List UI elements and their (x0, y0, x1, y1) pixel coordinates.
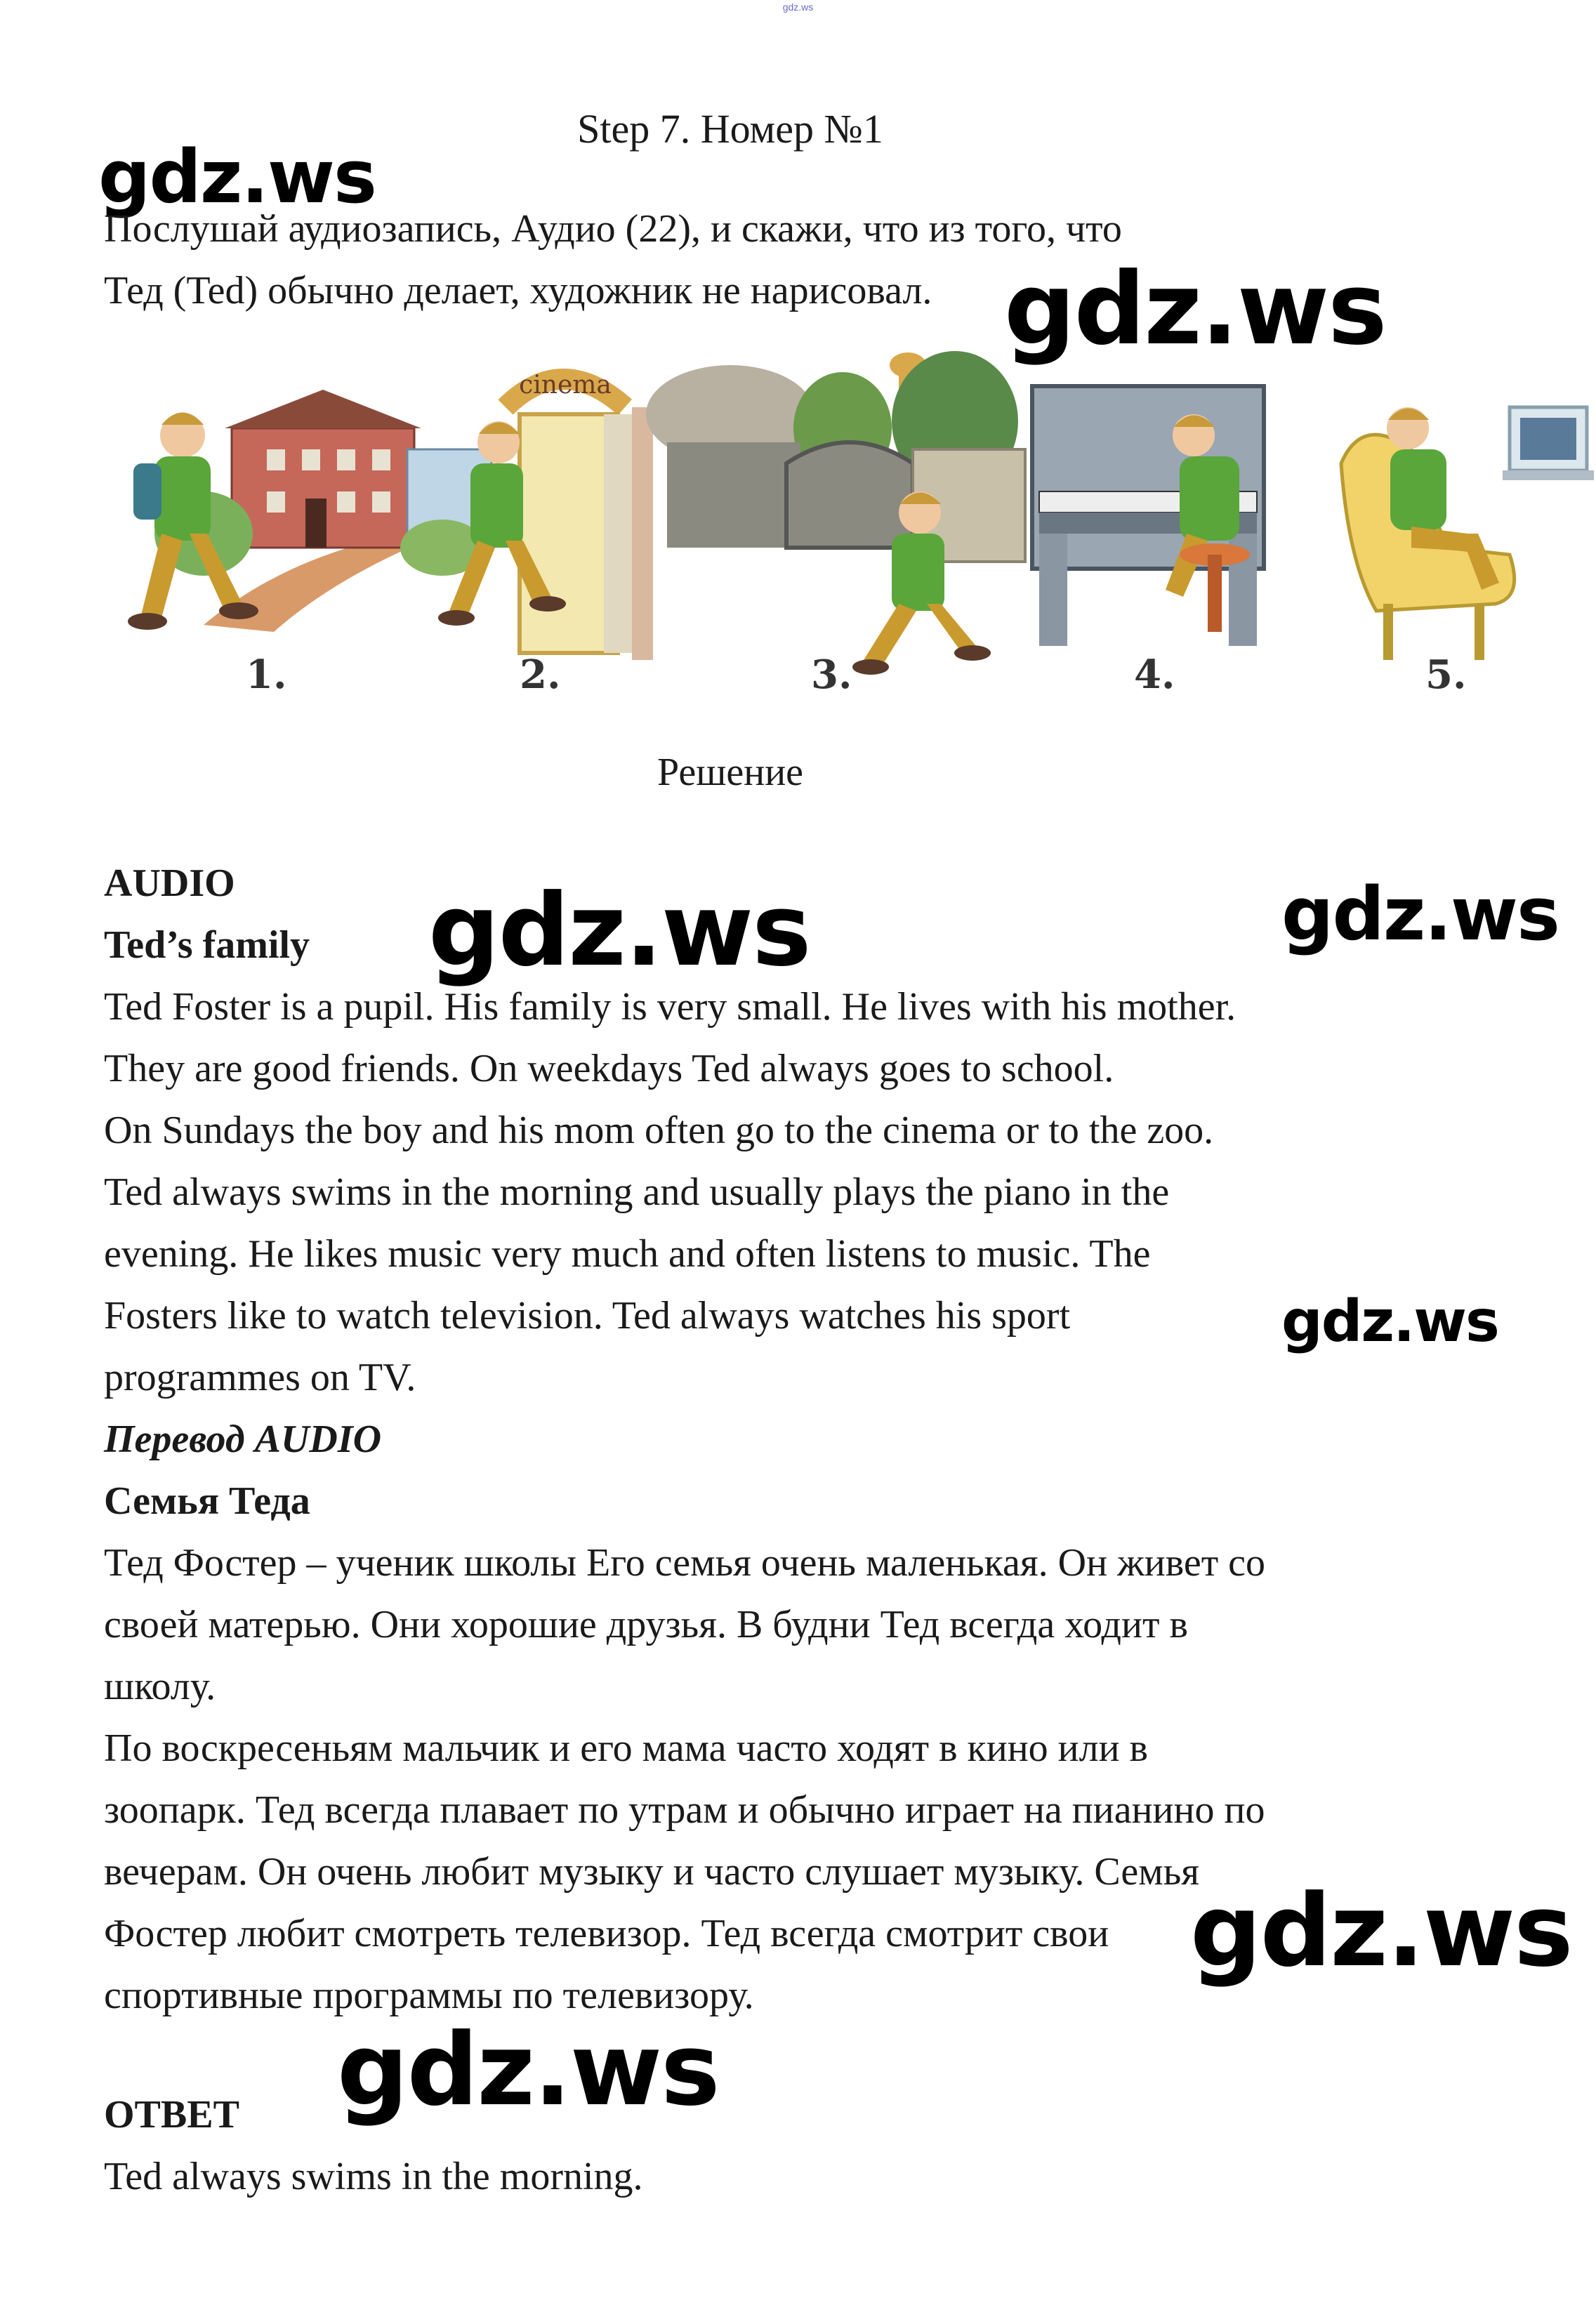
translation-heading: Перевод AUDIO (104, 1418, 382, 1461)
translation-line: своей матерью. Они хорошие друзья. В будни Тед всегда ходит в (104, 1603, 1188, 1646)
translation-title: Семья Теда (104, 1479, 310, 1523)
zoo-scene (646, 351, 1025, 675)
watermark: gdz.ws (1004, 251, 1386, 367)
audio-line: They are good friends. On weekdays Ted always goes to school. (104, 1047, 1114, 1090)
activity-illustration (112, 323, 1594, 716)
translation-line: По воскресеньям мальчик и его мама часто ходят в кино или в (104, 1726, 1148, 1770)
page-title: Step 7. Номер №1 (577, 106, 883, 152)
piano-scene (1032, 386, 1264, 646)
cinema-sign: cinema (519, 371, 612, 399)
audio-line: On Sundays the boy and his mom often go to the cinema or to the zoo. (104, 1109, 1214, 1152)
illustration-svg (112, 323, 1594, 716)
translation-line: вечерам. Он очень любит музыку и часто слушает музыку. Семья (104, 1850, 1199, 1894)
answer-heading: ОТВЕТ (104, 2093, 239, 2136)
translation-line: спортивные программы по телевизору. (104, 1974, 754, 2017)
translation-line: школу. (104, 1665, 216, 1708)
task-line: Тед (Ted) обычно делает, художник не нарисовал. (104, 269, 932, 312)
watermark: gdz.ws (1190, 1873, 1572, 1989)
translation-line: Фостер любит смотреть телевизор. Тед всегда смотрит свои (104, 1912, 1109, 1955)
audio-line: Fosters like to watch television. Ted always watches his sport (104, 1294, 1071, 1338)
audio-title: Ted’s family (104, 923, 310, 967)
tv-scene (1341, 407, 1594, 660)
translation-line: зоопарк. Тед всегда плавает по утрам и обычно играет на пианино по (104, 1788, 1265, 1832)
watermark: gdz.ws (1281, 871, 1559, 957)
site-mark: gdz.ws (782, 1, 814, 13)
figure-label-5: 5. (1425, 652, 1467, 698)
answer-text: Ted always swims in the morning. (104, 2155, 643, 2198)
solution-heading: Решение (657, 751, 804, 794)
figure-label-2: 2. (520, 652, 561, 698)
audio-line: evening. He likes music very much and often listens to music. The (104, 1232, 1151, 1276)
figure-label-3: 3. (811, 652, 852, 698)
watermark: gdz.ws (428, 873, 810, 989)
task-line: Послушай аудиозапись, Аудио (22), и скажи, что из того, что (104, 207, 1122, 251)
figure-label-4: 4. (1134, 652, 1175, 698)
audio-line: programmes on TV. (104, 1356, 416, 1399)
audio-line: Ted Foster is a pupil. His family is very small. He lives with his mother. (104, 985, 1236, 1029)
audio-line: Ted always swims in the morning and usually plays the piano in the (104, 1170, 1170, 1214)
translation-line: Тед Фостер – ученик школы Его семья очень маленькая. Он живет со (104, 1541, 1266, 1585)
audio-heading: AUDIO (104, 861, 235, 905)
watermark: gdz.ws (337, 2012, 719, 2128)
watermark: gdz.ws (98, 134, 376, 220)
school-scene (128, 390, 492, 632)
figure-label-1: 1. (246, 652, 287, 698)
watermark: gdz.ws (1281, 1288, 1498, 1355)
